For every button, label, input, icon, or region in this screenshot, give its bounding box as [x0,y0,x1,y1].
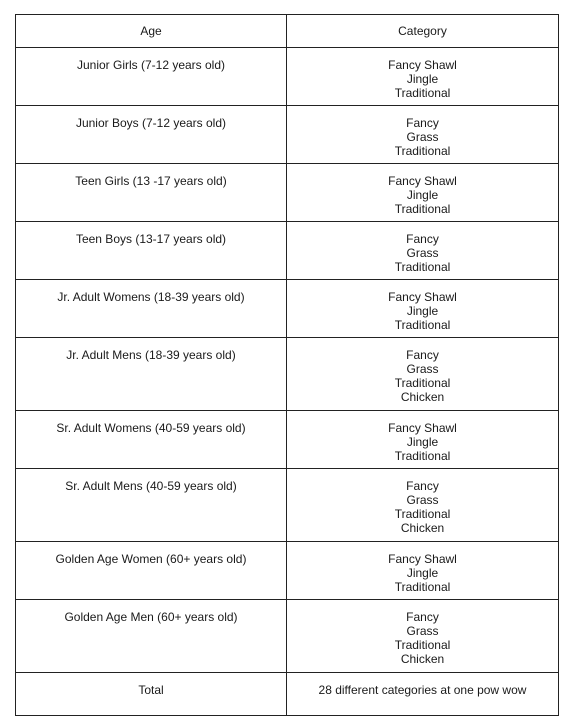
table-row [16,338,559,411]
category-item: Grass [406,130,439,144]
category-item: Traditional [394,449,451,463]
category-item: Fancy Shawl [388,290,457,304]
category-item: Traditional [394,86,451,100]
category-item: Fancy [406,479,439,493]
category-item: Fancy Shawl [388,174,457,188]
category-item: Fancy Shawl [388,421,457,435]
category-item: Traditional [394,376,451,390]
category-cell [287,164,559,222]
category-item: Jingle [406,72,439,86]
table-row [16,106,559,164]
table-row [16,164,559,222]
age-cell: Sr. Adult Mens (40-59 years old) [16,469,287,542]
category-item: Jingle [406,304,439,318]
age-cell: Junior Girls (7-12 years old) [16,48,287,106]
category-cell [287,411,559,469]
category-item: Grass [406,624,439,638]
table-body [16,48,559,673]
category-cell [287,106,559,164]
category-item: Grass [406,362,439,376]
category-item: Traditional [394,260,451,274]
category-item: Traditional [394,144,451,158]
category-cell [287,280,559,338]
category-item: Grass [406,246,439,260]
category-item: Jingle [406,188,439,202]
category-item: Traditional [394,507,451,521]
age-cell: Teen Girls (13 -17 years old) [16,164,287,222]
table-row [16,600,559,673]
total-label: Total [16,673,287,716]
age-cell: Sr. Adult Womens (40-59 years old) [16,411,287,469]
table-row [16,411,559,469]
category-cell [287,542,559,600]
table-row [16,280,559,338]
table-header-row [16,15,559,48]
header-age: Age [16,15,287,48]
category-item: Fancy [406,232,439,246]
category-item: Fancy [406,116,439,130]
category-cell [287,48,559,106]
category-item: Jingle [406,566,439,580]
table-row [16,222,559,280]
category-item: Traditional [394,580,451,594]
category-item: Fancy Shawl [388,58,457,72]
category-item: Fancy [406,348,439,362]
age-cell: Junior Boys (7-12 years old) [16,106,287,164]
category-item: Jingle [406,435,439,449]
category-item: Fancy [406,610,439,624]
pow-wow-categories-table [15,14,559,716]
category-cell [287,469,559,542]
category-cell [287,222,559,280]
category-item: Chicken [400,652,445,666]
category-cell [287,338,559,411]
age-cell: Teen Boys (13-17 years old) [16,222,287,280]
table-row [16,469,559,542]
category-item: Fancy Shawl [388,552,457,566]
table-total-row [16,673,559,716]
table-row [16,48,559,106]
header-category: Category [287,15,559,48]
age-cell: Jr. Adult Mens (18-39 years old) [16,338,287,411]
age-cell: Golden Age Men (60+ years old) [16,600,287,673]
category-item: Chicken [400,390,445,404]
category-item: Traditional [394,202,451,216]
table-row [16,542,559,600]
category-item: Traditional [394,638,451,652]
age-cell: Golden Age Women (60+ years old) [16,542,287,600]
category-cell [287,600,559,673]
total-value: 28 different categories at one pow wow [287,673,559,716]
category-item: Chicken [400,521,445,535]
age-cell: Jr. Adult Womens (18-39 years old) [16,280,287,338]
category-item: Grass [406,493,439,507]
category-item: Traditional [394,318,451,332]
